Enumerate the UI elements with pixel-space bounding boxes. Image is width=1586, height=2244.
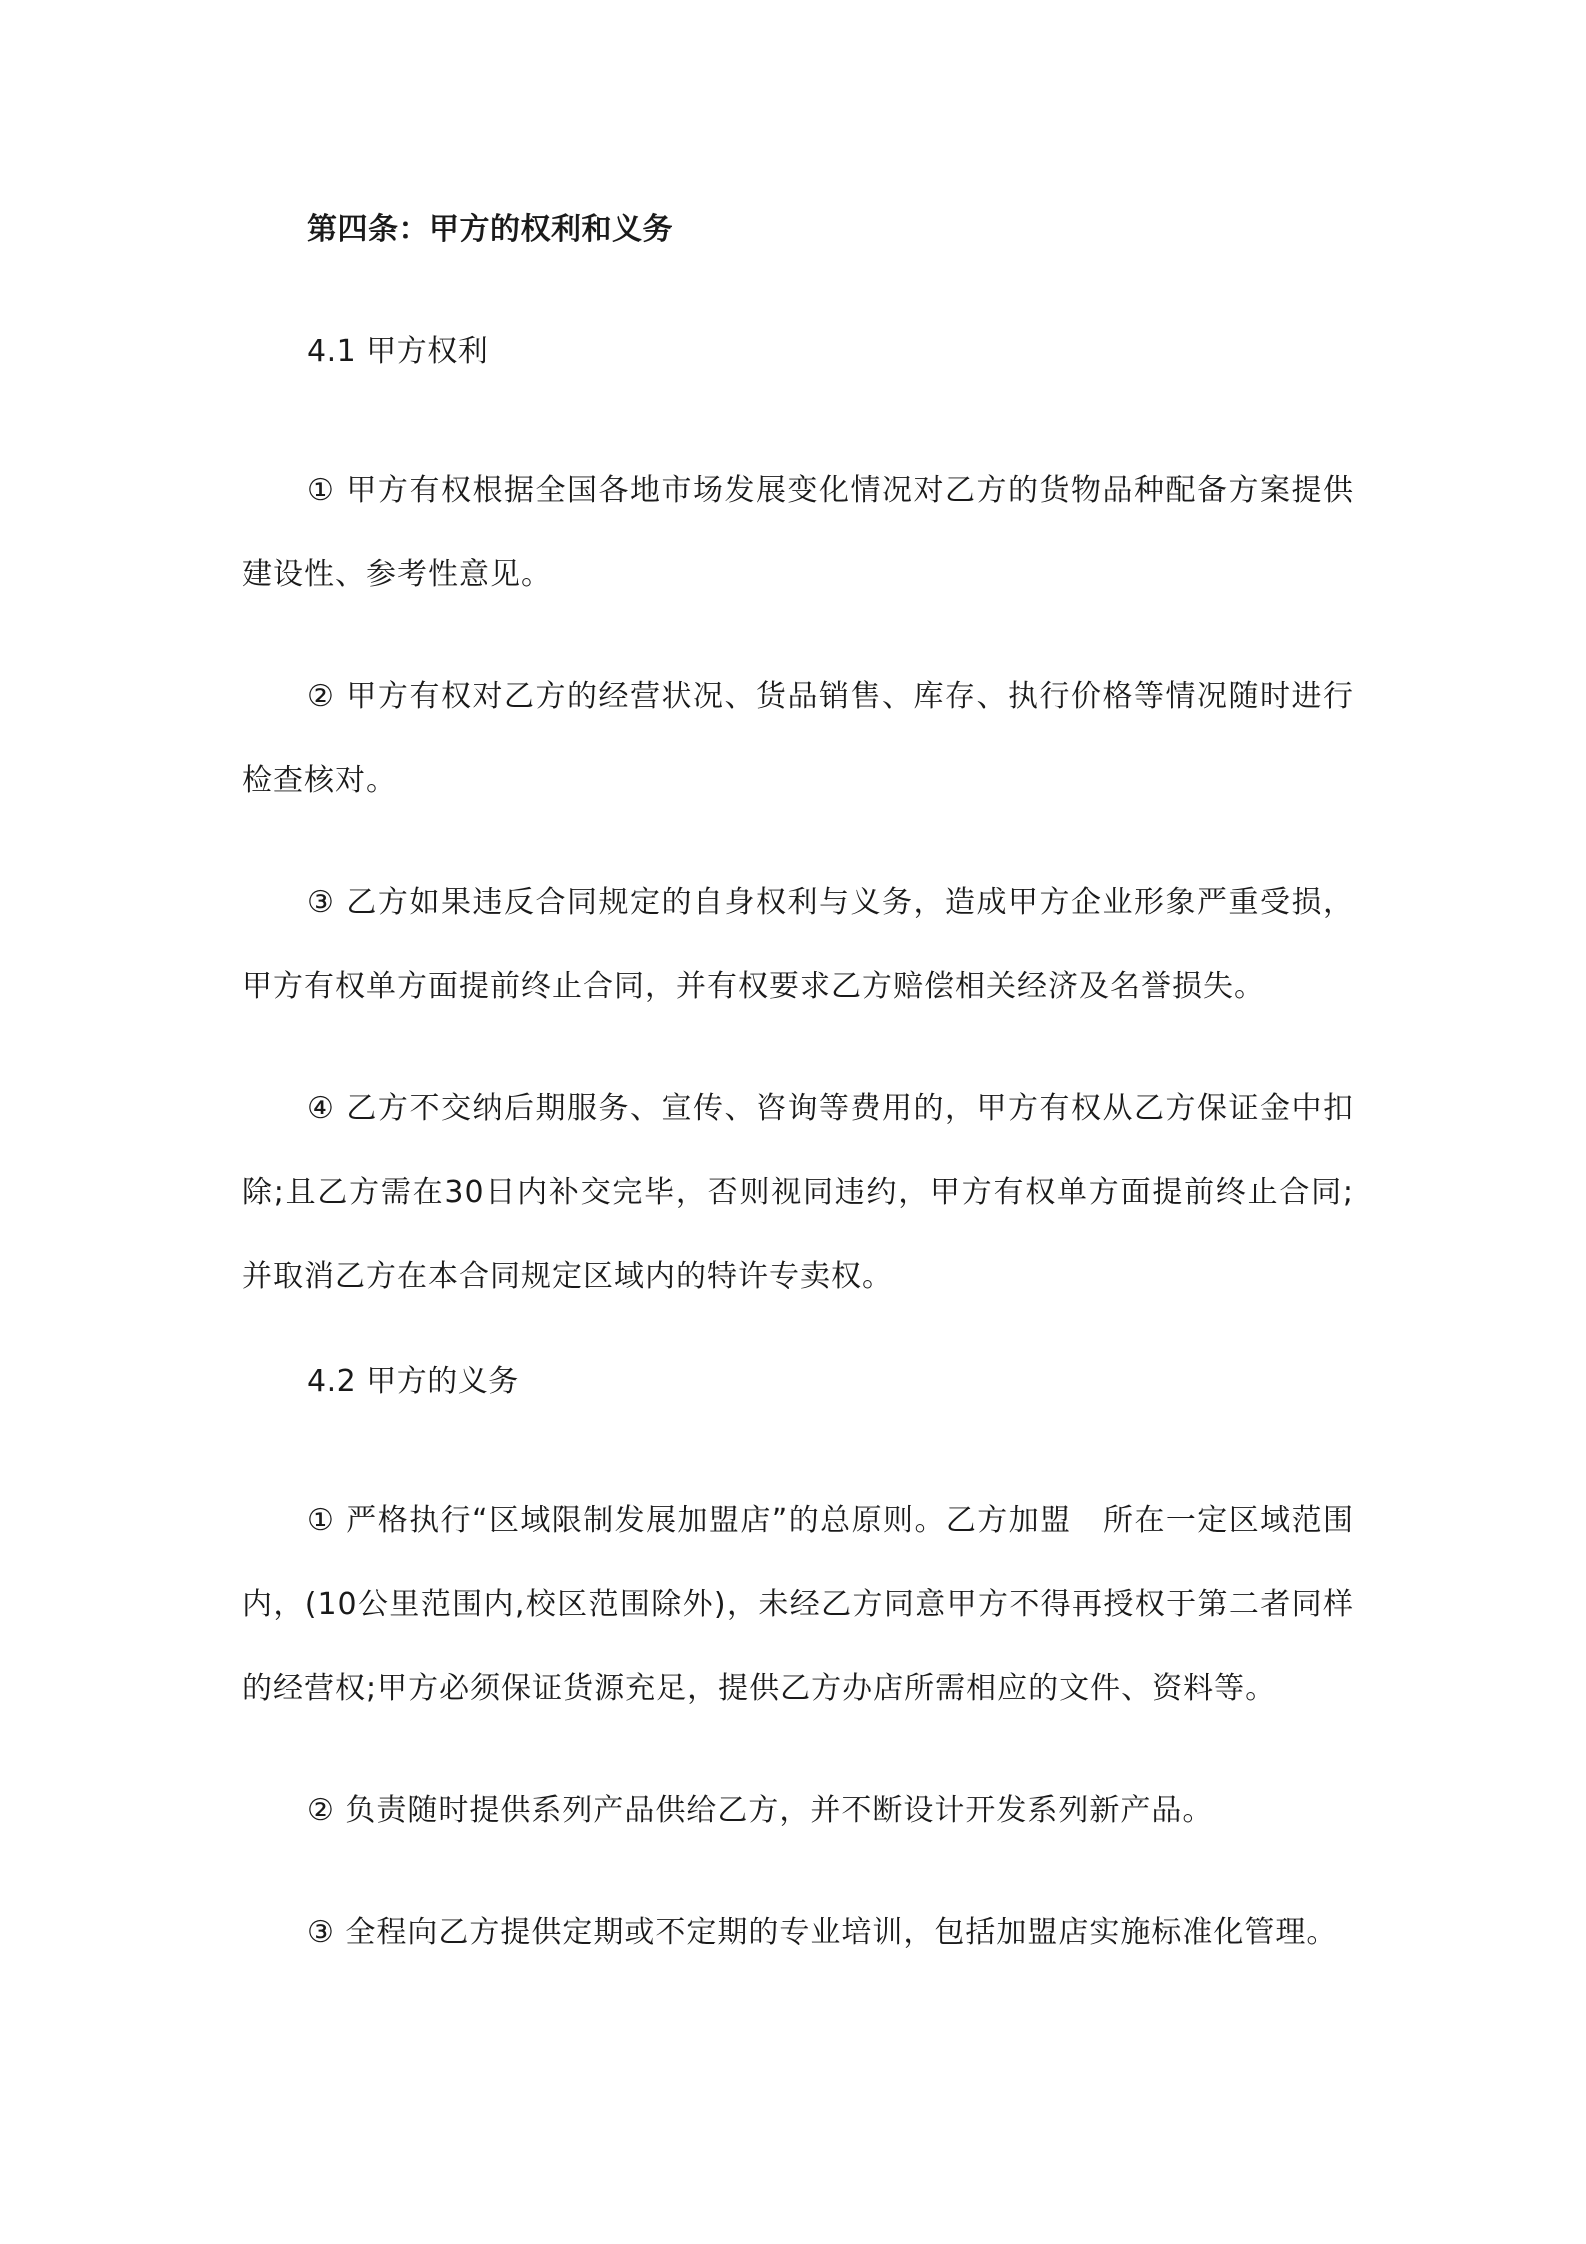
obligations-item-3: ③ 全程向乙方提供定期或不定期的专业培训，包括加盟店实施标准化管理。 [307,1915,1338,1950]
rights-item-3: ③ 乙方如果违反合同规定的自身权利与义务，造成甲方企业形象严重受损，甲方有权单方面提前终止合同，并有权要求乙方赔偿相关经济及名誉损失。 [242,885,1354,1004]
article-title: 第四条：甲方的权利和义务 [307,212,673,247]
section-heading-obligations: 4.2 甲方的义务 [307,1364,519,1399]
rights-item-1: ① 甲方有权根据全国各地市场发展变化情况对乙方的货物品种配备方案提供建设性、参考性意见。 [242,473,1354,592]
obligations-item-2: ② 负责随时提供系列产品供给乙方，并不断设计开发系列新产品。 [307,1793,1214,1828]
obligations-item-1: ① 严格执行“区域限制发展加盟店”的总原则。乙方加盟 所在一定区域范围内，(10公里范围内,校区范围除外)，未经乙方同意甲方不得再授权于第二者同样的经营权;甲方必须保证货源充足，提供乙方办店所需相应的文件、资料等。 [242,1503,1354,1706]
section-heading-rights: 4.1 甲方权利 [307,334,489,369]
rights-item-4: ④ 乙方不交纳后期服务、宣传、咨询等费用的，甲方有权从乙方保证金中扣除;且乙方需在30日内补交完毕，否则视同违约，甲方有权单方面提前终止合同;并取消乙方在本合同规定区域内的特许专卖权。 [242,1091,1354,1294]
contract-body [242,205,1354,1975]
rights-item-2: ② 甲方有权对乙方的经营状况、货品销售、库存、执行价格等情况随时进行检查核对。 [242,679,1354,798]
